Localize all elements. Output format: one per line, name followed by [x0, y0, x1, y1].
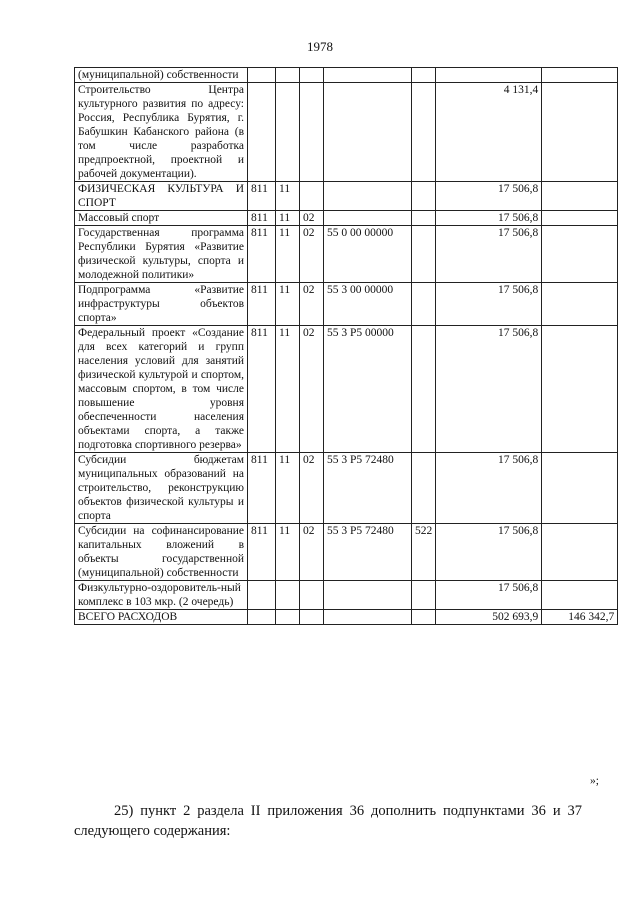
cell-grbs: 811: [248, 226, 276, 283]
table-row: [75, 524, 618, 581]
cell-amount-1: 17 506,8: [436, 283, 542, 326]
cell-target-article: [324, 83, 412, 182]
cell-expense-type: [412, 83, 436, 182]
cell-name: Подпрограмма «Развитие инфраструктуры объектов спорта»: [75, 283, 248, 326]
cell-grbs: 811: [248, 283, 276, 326]
cell-amount-1: 17 506,8: [436, 226, 542, 283]
cell-amount-1: 17 506,8: [436, 524, 542, 581]
cell-amount-1: 502 693,9: [436, 610, 542, 625]
cell-target-article: [324, 610, 412, 625]
cell-target-article: 55 0 00 00000: [324, 226, 412, 283]
cell-target-article: 55 3 Р5 00000: [324, 326, 412, 453]
cell-section: 11: [276, 453, 300, 524]
cell-section: 11: [276, 283, 300, 326]
table-row: [75, 610, 618, 625]
cell-amount-1: 17 506,8: [436, 326, 542, 453]
cell-amount-2: [542, 326, 618, 453]
cell-name: Федеральный проект «Создание для всех категорий и групп населения условий для занятий физической культурой и спортом, массовым спортом, в том числе повышение уровня обеспеченности населения объектами спорта, а также подготовка спортивного резерва»: [75, 326, 248, 453]
cell-grbs: 811: [248, 453, 276, 524]
cell-expense-type: [412, 581, 436, 610]
cell-name: Субсидии на софинансирование капитальных вложений в объекты государственной (муниципальной) собственности: [75, 524, 248, 581]
cell-name: Массовый спорт: [75, 211, 248, 226]
cell-section: 11: [276, 226, 300, 283]
cell-subsection: [300, 182, 324, 211]
cell-expense-type: [412, 283, 436, 326]
cell-amount-2: [542, 68, 618, 83]
cell-amount-1: 17 506,8: [436, 581, 542, 610]
cell-section: 11: [276, 211, 300, 226]
cell-amount-2: [542, 453, 618, 524]
cell-section: 11: [276, 182, 300, 211]
page-number: 1978: [307, 39, 333, 54]
cell-section: [276, 83, 300, 182]
cell-grbs: [248, 83, 276, 182]
table-row: [75, 581, 618, 610]
table-row: [75, 83, 618, 182]
cell-name: Строительство Центра культурного развития по адресу: Россия, Республика Бурятия, г. Бабушкин Кабанского района (в том числе разработка предпроектной, проектной и рабочей документации).: [75, 83, 248, 182]
cell-subsection: [300, 581, 324, 610]
cell-expense-type: [412, 326, 436, 453]
table-row: [75, 68, 618, 83]
cell-subsection: 02: [300, 211, 324, 226]
cell-expense-type: [412, 182, 436, 211]
budget-table: [74, 67, 618, 625]
cell-amount-2: [542, 226, 618, 283]
cell-subsection: 02: [300, 524, 324, 581]
table-row: [75, 226, 618, 283]
cell-section: 11: [276, 326, 300, 453]
cell-section: [276, 610, 300, 625]
cell-grbs: 811: [248, 211, 276, 226]
cell-target-article: [324, 211, 412, 226]
cell-expense-type: [412, 211, 436, 226]
table-row: [75, 326, 618, 453]
cell-expense-type: [412, 610, 436, 625]
cell-name: (муниципальной) собственности: [75, 68, 248, 83]
table-body: [75, 68, 618, 625]
cell-amount-2: [542, 524, 618, 581]
cell-amount-2: 146 342,7: [542, 610, 618, 625]
cell-name: Субсидии бюджетам муниципальных образований на строительство, реконструкцию объектов физической культуры и спорта: [75, 453, 248, 524]
cell-grbs: 811: [248, 182, 276, 211]
cell-target-article: [324, 581, 412, 610]
cell-amount-2: [542, 581, 618, 610]
cell-subsection: [300, 83, 324, 182]
cell-name: ФИЗИЧЕСКАЯ КУЛЬТУРА И СПОРТ: [75, 182, 248, 211]
cell-section: [276, 581, 300, 610]
cell-amount-1: [436, 68, 542, 83]
cell-expense-type: [412, 226, 436, 283]
table-row: [75, 211, 618, 226]
cell-amount-1: 4 131,4: [436, 83, 542, 182]
cell-name: Физкультурно-оздоровитель-ный комплекс в 103 мкр. (2 очередь): [75, 581, 248, 610]
cell-name: ВСЕГО РАСХОДОВ: [75, 610, 248, 625]
cell-expense-type: [412, 68, 436, 83]
closing-quote-mark: »;: [590, 775, 599, 787]
cell-amount-2: [542, 211, 618, 226]
cell-amount-2: [542, 182, 618, 211]
table-row: [75, 453, 618, 524]
cell-target-article: [324, 182, 412, 211]
cell-amount-1: 17 506,8: [436, 182, 542, 211]
cell-amount-1: 17 506,8: [436, 453, 542, 524]
cell-grbs: 811: [248, 524, 276, 581]
cell-target-article: 55 3 Р5 72480: [324, 453, 412, 524]
cell-amount-2: [542, 83, 618, 182]
cell-subsection: [300, 68, 324, 83]
amendment-paragraph: 25) пункт 2 раздела II приложения 36 дополнить подпунктами 36 и 37 следующего содержания:: [74, 803, 582, 839]
table-row: [75, 283, 618, 326]
table-row: [75, 182, 618, 211]
cell-grbs: [248, 581, 276, 610]
cell-subsection: 02: [300, 326, 324, 453]
cell-target-article: 55 3 Р5 72480: [324, 524, 412, 581]
cell-subsection: [300, 610, 324, 625]
cell-name: Государственная программа Республики Бурятия «Развитие физической культуры, спорта и молодежной политики»: [75, 226, 248, 283]
cell-grbs: [248, 610, 276, 625]
cell-expense-type: [412, 453, 436, 524]
cell-amount-1: 17 506,8: [436, 211, 542, 226]
cell-section: 11: [276, 524, 300, 581]
cell-grbs: [248, 68, 276, 83]
cell-subsection: 02: [300, 283, 324, 326]
cell-amount-2: [542, 283, 618, 326]
cell-section: [276, 68, 300, 83]
cell-target-article: [324, 68, 412, 83]
cell-expense-type: 522: [412, 524, 436, 581]
cell-subsection: 02: [300, 226, 324, 283]
cell-subsection: 02: [300, 453, 324, 524]
cell-grbs: 811: [248, 326, 276, 453]
cell-target-article: 55 3 00 00000: [324, 283, 412, 326]
